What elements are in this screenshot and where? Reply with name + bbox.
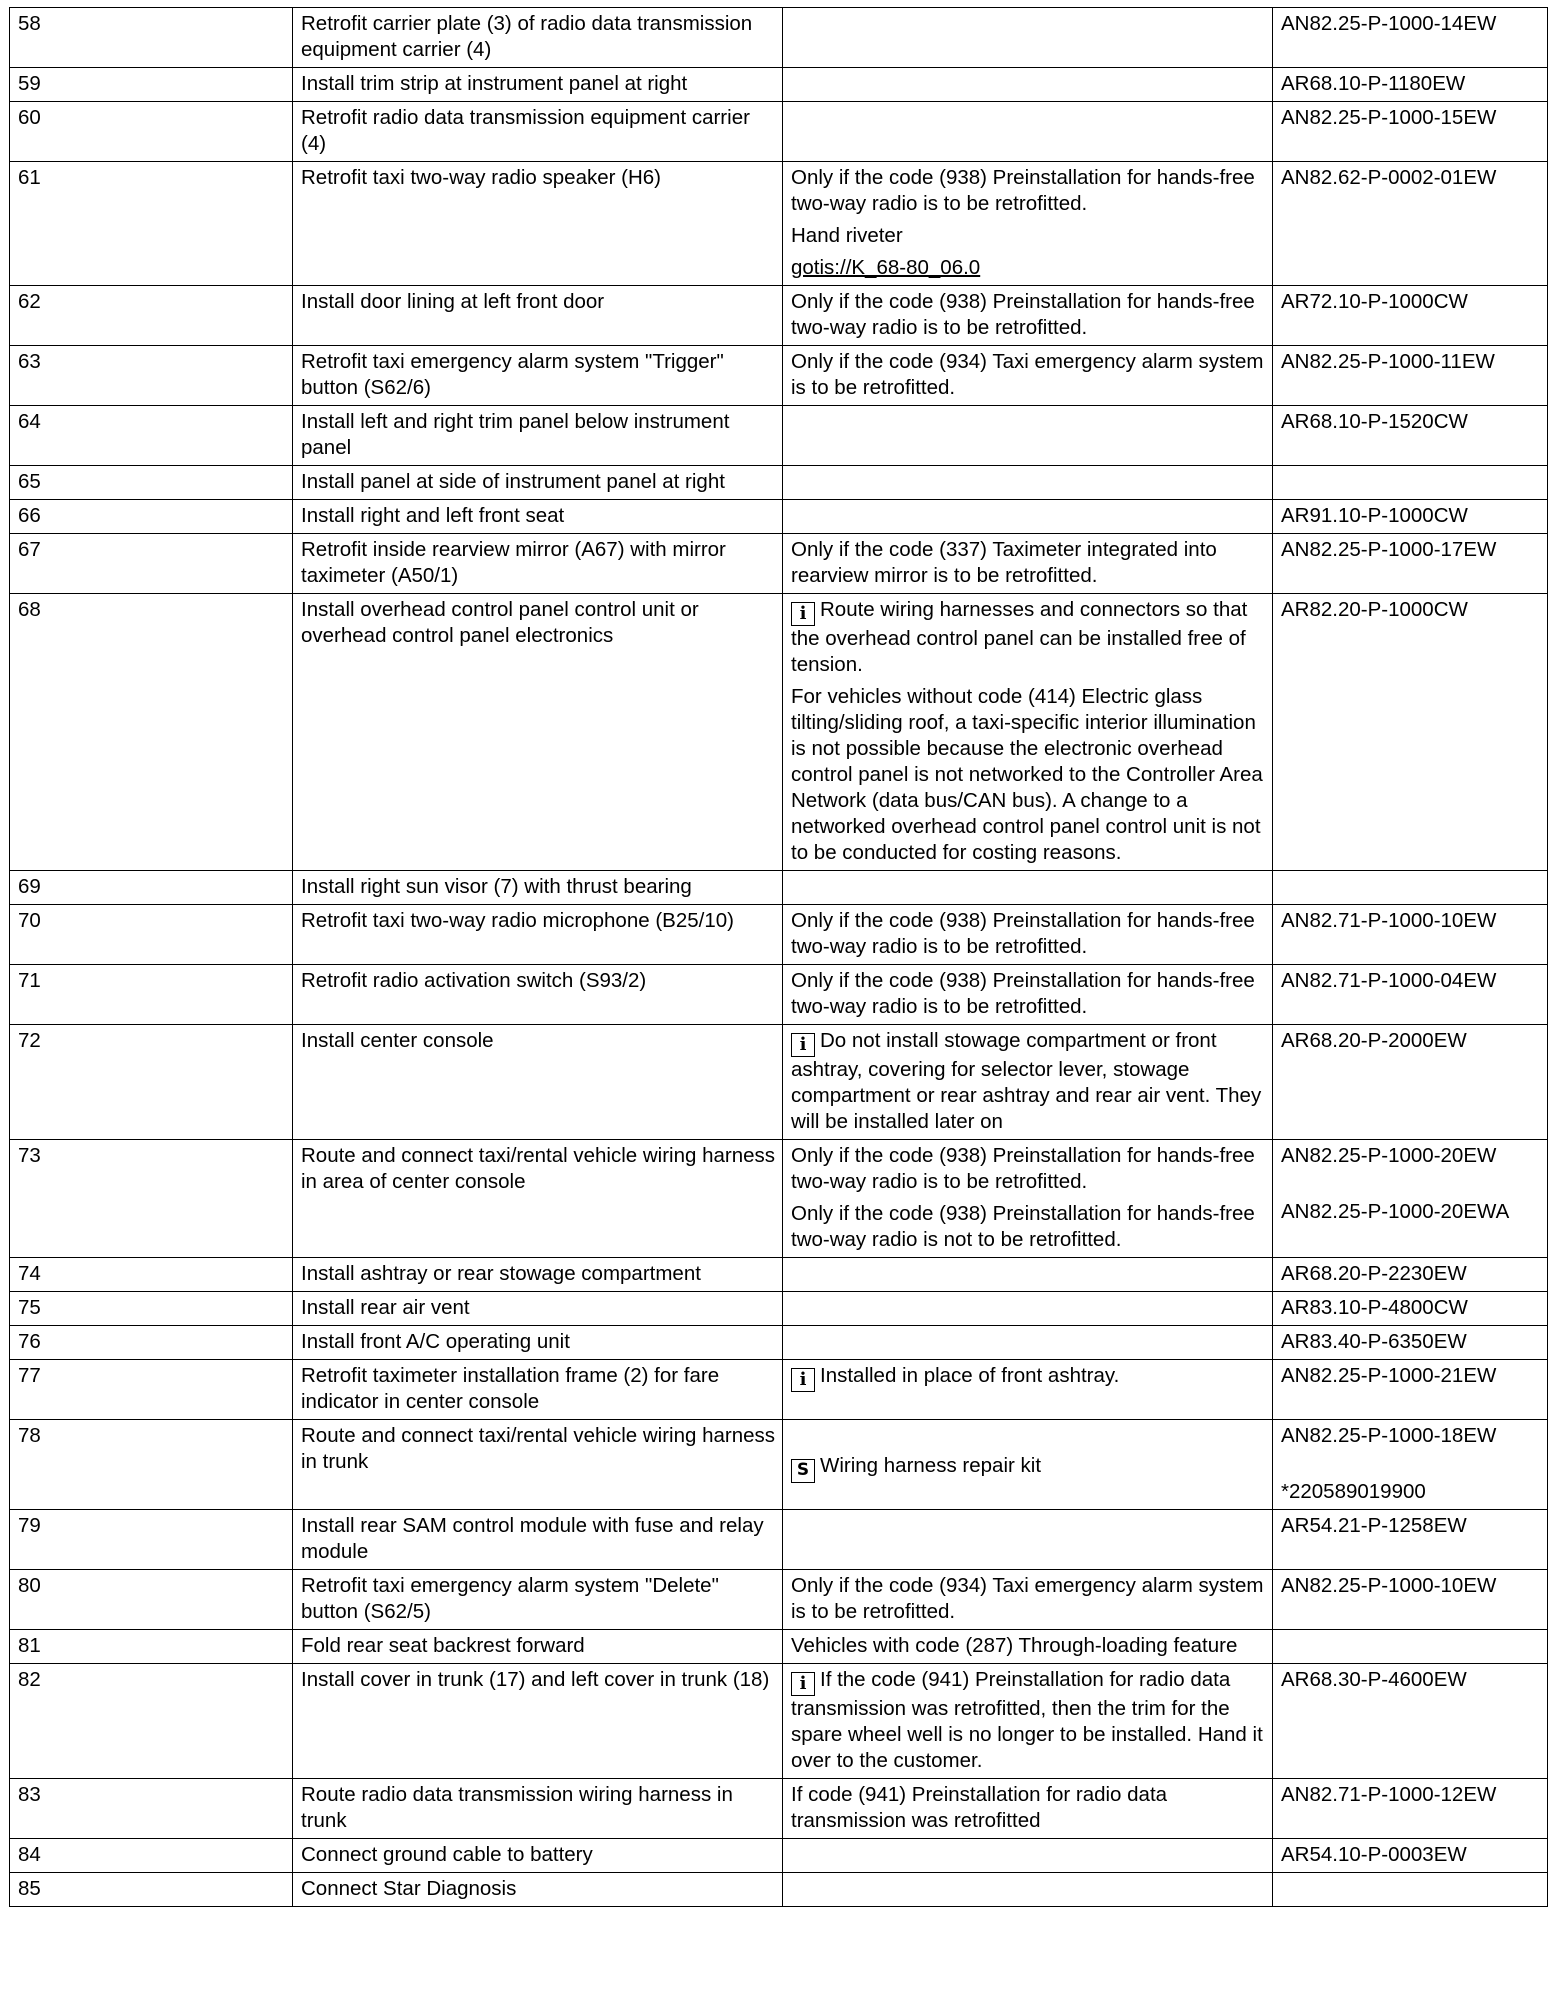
table-row: [10, 1839, 1548, 1873]
table-row: [10, 1140, 1548, 1258]
step-number-cell: 75: [10, 1292, 293, 1326]
note-text: [791, 1573, 1266, 1625]
document-reference[interactable]: AN82.25-P-1000-20EW: [1281, 1144, 1497, 1167]
document-reference[interactable]: AN82.71-P-1000-10EW: [1281, 909, 1497, 932]
note-text: [791, 1453, 1266, 1483]
document-reference[interactable]: AR54.21-P-1258EW: [1281, 1514, 1467, 1537]
reference-cell: [1273, 1630, 1548, 1664]
operation-cell: Install front A/C operating unit: [293, 1326, 783, 1360]
operation-cell: Install right and left front seat: [293, 500, 783, 534]
note-text: [791, 165, 1266, 217]
step-number-cell: 67: [10, 534, 293, 594]
notes-cell: [783, 346, 1273, 406]
notes-cell: [783, 1140, 1273, 1258]
note-text: [791, 1143, 1266, 1195]
reference-cell: [1273, 346, 1548, 406]
notes-cell: [783, 905, 1273, 965]
step-number-cell: 58: [10, 8, 293, 68]
note-text: [791, 537, 1266, 589]
note-body: Only if the code (337) Taximeter integrated into rearview mirror is to be retrofitted.: [791, 538, 1217, 587]
step-number-cell: 77: [10, 1360, 293, 1420]
note-body: Wiring harness repair kit: [820, 1454, 1042, 1477]
info-icon: i: [791, 602, 815, 626]
operation-cell: Route radio data transmission wiring harness in trunk: [293, 1779, 783, 1839]
note-text: [791, 1363, 1266, 1392]
table-row: [10, 1292, 1548, 1326]
document-reference[interactable]: AR91.10-P-1000CW: [1281, 504, 1468, 527]
note-text: [791, 1028, 1266, 1135]
document-reference[interactable]: AN82.25-P-1000-10EW: [1281, 1574, 1497, 1597]
notes-cell: [783, 1570, 1273, 1630]
notes-cell: [783, 8, 1273, 68]
table-row: [10, 1664, 1548, 1779]
table-row: [10, 1258, 1548, 1292]
table-row: [10, 1779, 1548, 1839]
operation-cell: Connect ground cable to battery: [293, 1839, 783, 1873]
table-row: [10, 8, 1548, 68]
procedure-table: [9, 7, 1548, 1907]
step-number-cell: 73: [10, 1140, 293, 1258]
step-number-cell: 60: [10, 102, 293, 162]
document-reference[interactable]: AN82.25-P-1000-15EW: [1281, 106, 1497, 129]
reference-cell: [1273, 1570, 1548, 1630]
operation-cell: Fold rear seat backrest forward: [293, 1630, 783, 1664]
notes-cell: [783, 500, 1273, 534]
note-body: Vehicles with code (287) Through-loading feature: [791, 1634, 1238, 1657]
notes-cell: [783, 871, 1273, 905]
operation-cell: Retrofit radio data transmission equipment carrier (4): [293, 102, 783, 162]
operation-cell: Retrofit taximeter installation frame (2) for fare indicator in center console: [293, 1360, 783, 1420]
operation-cell: Install overhead control panel control unit or overhead control panel electronics: [293, 594, 783, 871]
table-row: [10, 1873, 1548, 1907]
reference-cell: [1273, 1360, 1548, 1420]
note-body: Only if the code (938) Preinstallation for hands-free two-way radio is to be retrofitted.: [791, 909, 1255, 958]
step-number-cell: 74: [10, 1258, 293, 1292]
document-reference[interactable]: AR68.20-P-2000EW: [1281, 1029, 1467, 1052]
document-reference[interactable]: AN82.25-P-1000-14EW: [1281, 12, 1497, 35]
table-row: [10, 1326, 1548, 1360]
operation-cell: Install rear SAM control module with fuse and relay module: [293, 1510, 783, 1570]
note-body: Only if the code (938) Preinstallation for hands-free two-way radio is to be retrofitted.: [791, 969, 1255, 1018]
step-number-cell: 66: [10, 500, 293, 534]
step-number-cell: 70: [10, 905, 293, 965]
reference-cell: [1273, 534, 1548, 594]
operation-cell: Install trim strip at instrument panel at right: [293, 68, 783, 102]
reference-cell: [1273, 965, 1548, 1025]
step-number-cell: 64: [10, 406, 293, 466]
note-body: Installed in place of front ashtray.: [820, 1364, 1120, 1387]
note-body: If code (941) Preinstallation for radio data transmission was retrofitted: [791, 1783, 1168, 1832]
note-body: Only if the code (938) Preinstallation for hands-free two-way radio is not to be retrofitted.: [791, 1202, 1255, 1251]
operation-cell: Connect Star Diagnosis: [293, 1873, 783, 1907]
document-reference[interactable]: AN82.71-P-1000-12EW: [1281, 1783, 1497, 1806]
notes-cell: [783, 534, 1273, 594]
reference-cell: [1273, 1873, 1548, 1907]
document-reference[interactable]: AN82.62-P-0002-01EW: [1281, 166, 1497, 189]
note-text: [791, 1633, 1266, 1659]
reference-cell: [1273, 1258, 1548, 1292]
notes-cell: [783, 162, 1273, 286]
note-text: [791, 1201, 1266, 1253]
procedure-table-body: [10, 8, 1548, 1907]
reference-cell: [1273, 8, 1548, 68]
note-body: Only if the code (938) Preinstallation for hands-free two-way radio is to be retrofitted.: [791, 290, 1255, 339]
notes-cell: [783, 1326, 1273, 1360]
notes-cell: [783, 406, 1273, 466]
notes-cell: [783, 965, 1273, 1025]
reference-cell: [1273, 1779, 1548, 1839]
step-number-cell: 65: [10, 466, 293, 500]
reference-cell: [1273, 1664, 1548, 1779]
note-text: [791, 1667, 1266, 1774]
notes-cell: [783, 594, 1273, 871]
step-number-cell: 61: [10, 162, 293, 286]
procedure-table-sheet: [9, 7, 1547, 1907]
reference-cell: [1273, 466, 1548, 500]
notes-cell: [783, 1630, 1273, 1664]
table-row: [10, 500, 1548, 534]
note-text: [791, 597, 1266, 678]
table-row: [10, 346, 1548, 406]
document-reference[interactable]: AR54.10-P-0003EW: [1281, 1843, 1467, 1866]
document-reference[interactable]: AR83.10-P-4800CW: [1281, 1296, 1468, 1319]
operation-cell: Route and connect taxi/rental vehicle wiring harness in area of center console: [293, 1140, 783, 1258]
operation-cell: Install door lining at left front door: [293, 286, 783, 346]
notes-cell: [783, 1779, 1273, 1839]
operation-cell: Retrofit inside rearview mirror (A67) with mirror taximeter (A50/1): [293, 534, 783, 594]
document-reference[interactable]: AR82.20-P-1000CW: [1281, 598, 1468, 621]
table-row: [10, 1360, 1548, 1420]
info-icon: i: [791, 1368, 815, 1392]
reference-cell: [1273, 905, 1548, 965]
step-number-cell: 83: [10, 1779, 293, 1839]
operation-cell: Install rear air vent: [293, 1292, 783, 1326]
step-number-cell: 78: [10, 1420, 293, 1510]
notes-cell: [783, 1664, 1273, 1779]
document-reference[interactable]: AR68.10-P-1180EW: [1281, 72, 1466, 95]
reference-cell: [1273, 594, 1548, 871]
document-reference[interactable]: AN82.25-P-1000-20EWA: [1281, 1200, 1510, 1223]
reference-cell: [1273, 1025, 1548, 1140]
step-number-cell: 62: [10, 286, 293, 346]
table-row: [10, 965, 1548, 1025]
notes-cell: [783, 1510, 1273, 1570]
table-row: [10, 871, 1548, 905]
reference-cell: [1273, 1420, 1548, 1510]
operation-cell: Install cover in trunk (17) and left cover in trunk (18): [293, 1664, 783, 1779]
notes-cell: [783, 1839, 1273, 1873]
table-row: [10, 1420, 1548, 1510]
document-reference[interactable]: AN82.25-P-1000-11EW: [1281, 350, 1495, 373]
operation-cell: Install right sun visor (7) with thrust bearing: [293, 871, 783, 905]
notes-cell: [783, 68, 1273, 102]
reference-cell: [1273, 286, 1548, 346]
note-text: [791, 223, 1266, 249]
table-row: [10, 1630, 1548, 1664]
note-text: [791, 684, 1266, 866]
reference-cell: [1273, 1510, 1548, 1570]
step-number-cell: 59: [10, 68, 293, 102]
document-reference[interactable]: AR68.30-P-4600EW: [1281, 1668, 1467, 1691]
table-row: [10, 594, 1548, 871]
notes-cell: [783, 1360, 1273, 1420]
reference-cell: [1273, 1326, 1548, 1360]
document-reference[interactable]: AN82.71-P-1000-04EW: [1281, 969, 1497, 992]
note-body: Only if the code (938) Preinstallation for hands-free two-way radio is to be retrofitted.: [791, 1144, 1255, 1193]
step-number-cell: 84: [10, 1839, 293, 1873]
step-number-cell: 72: [10, 1025, 293, 1140]
step-number-cell: 76: [10, 1326, 293, 1360]
reference-cell: [1273, 162, 1548, 286]
note-text: [791, 968, 1266, 1020]
document-reference[interactable]: AR72.10-P-1000CW: [1281, 290, 1468, 313]
table-row: [10, 286, 1548, 346]
operation-cell: Retrofit taxi two-way radio speaker (H6): [293, 162, 783, 286]
operation-cell: Install left and right trim panel below instrument panel: [293, 406, 783, 466]
step-number-cell: 71: [10, 965, 293, 1025]
notes-cell: [783, 286, 1273, 346]
document-reference[interactable]: AR68.10-P-1520CW: [1281, 410, 1468, 433]
operation-cell: Retrofit taxi two-way radio microphone (B25/10): [293, 905, 783, 965]
reference-cell: [1273, 102, 1548, 162]
notes-cell: [783, 1873, 1273, 1907]
note-body: Route wiring harnesses and connectors so that the overhead control panel can be installed free of tension.: [791, 598, 1248, 676]
note-body: If the code (941) Preinstallation for radio data transmission was retrofitted, then the trim for the spare wheel well is no longer to be installed. Hand it over to the customer.: [791, 1668, 1263, 1772]
note-body: For vehicles without code (414) Electric glass tilting/sliding roof, a taxi-specific interior illumination is not possible because the electronic overhead control panel is not networked to the Controller Area Network (data bus/CAN bus). A change to a networked overhead control panel control unit is not to be conducted for costing reasons.: [791, 685, 1263, 864]
note-text: [791, 289, 1266, 341]
document-reference[interactable]: AR83.40-P-6350EW: [1281, 1330, 1467, 1353]
document-link[interactable]: [791, 255, 1266, 281]
reference-cell: [1273, 500, 1548, 534]
step-number-cell: 82: [10, 1664, 293, 1779]
table-row: [10, 68, 1548, 102]
step-number-cell: 69: [10, 871, 293, 905]
document-link-text[interactable]: gotis://K_68-80_06.0: [791, 256, 981, 279]
document-reference[interactable]: AN82.25-P-1000-17EW: [1281, 538, 1497, 561]
info-icon: i: [791, 1672, 815, 1696]
table-row: [10, 1570, 1548, 1630]
repair-kit-icon: S: [791, 1459, 815, 1483]
table-row: [10, 162, 1548, 286]
table-row: [10, 466, 1548, 500]
step-number-cell: 80: [10, 1570, 293, 1630]
note-body: Do not install stowage compartment or front ashtray, covering for selector lever, stowage compartment or rear ashtray and rear air vent. They will be installed later on: [791, 1029, 1262, 1133]
table-row: [10, 1025, 1548, 1140]
operation-cell: Retrofit radio activation switch (S93/2): [293, 965, 783, 1025]
notes-cell: [783, 1292, 1273, 1326]
reference-cell: [1273, 1140, 1548, 1258]
table-row: [10, 534, 1548, 594]
operation-cell: Install ashtray or rear stowage compartment: [293, 1258, 783, 1292]
note-body: Only if the code (938) Preinstallation for hands-free two-way radio is to be retrofitted.: [791, 166, 1255, 215]
operation-cell: Retrofit taxi emergency alarm system "Trigger" button (S62/6): [293, 346, 783, 406]
notes-cell: [783, 102, 1273, 162]
step-number-cell: 85: [10, 1873, 293, 1907]
note-text: [791, 1782, 1266, 1834]
notes-cell: [783, 1025, 1273, 1140]
operation-cell: Retrofit taxi emergency alarm system "Delete" button (S62/5): [293, 1570, 783, 1630]
step-number-cell: 63: [10, 346, 293, 406]
operation-cell: Install center console: [293, 1025, 783, 1140]
reference-cell: [1273, 1292, 1548, 1326]
document-reference[interactable]: *220589019900: [1281, 1480, 1426, 1503]
reference-cell: [1273, 1839, 1548, 1873]
note-body: Hand riveter: [791, 224, 903, 247]
table-row: [10, 406, 1548, 466]
info-icon: i: [791, 1033, 815, 1057]
operation-cell: Route and connect taxi/rental vehicle wiring harness in trunk: [293, 1420, 783, 1510]
step-number-cell: 68: [10, 594, 293, 871]
step-number-cell: 79: [10, 1510, 293, 1570]
table-row: [10, 102, 1548, 162]
document-reference[interactable]: AN82.25-P-1000-21EW: [1281, 1364, 1497, 1387]
step-number-cell: 81: [10, 1630, 293, 1664]
table-row: [10, 905, 1548, 965]
document-reference[interactable]: AR68.20-P-2230EW: [1281, 1262, 1467, 1285]
document-reference[interactable]: AN82.25-P-1000-18EW: [1281, 1424, 1497, 1447]
notes-cell: [783, 1420, 1273, 1510]
operation-cell: Retrofit carrier plate (3) of radio data transmission equipment carrier (4): [293, 8, 783, 68]
reference-cell: [1273, 871, 1548, 905]
reference-cell: [1273, 68, 1548, 102]
note-text: [791, 908, 1266, 960]
note-body: Only if the code (934) Taxi emergency alarm system is to be retrofitted.: [791, 1574, 1264, 1623]
notes-cell: [783, 1258, 1273, 1292]
table-row: [10, 1510, 1548, 1570]
note-text: [791, 349, 1266, 401]
reference-cell: [1273, 406, 1548, 466]
operation-cell: Install panel at side of instrument panel at right: [293, 466, 783, 500]
notes-cell: [783, 466, 1273, 500]
note-body: Only if the code (934) Taxi emergency alarm system is to be retrofitted.: [791, 350, 1264, 399]
